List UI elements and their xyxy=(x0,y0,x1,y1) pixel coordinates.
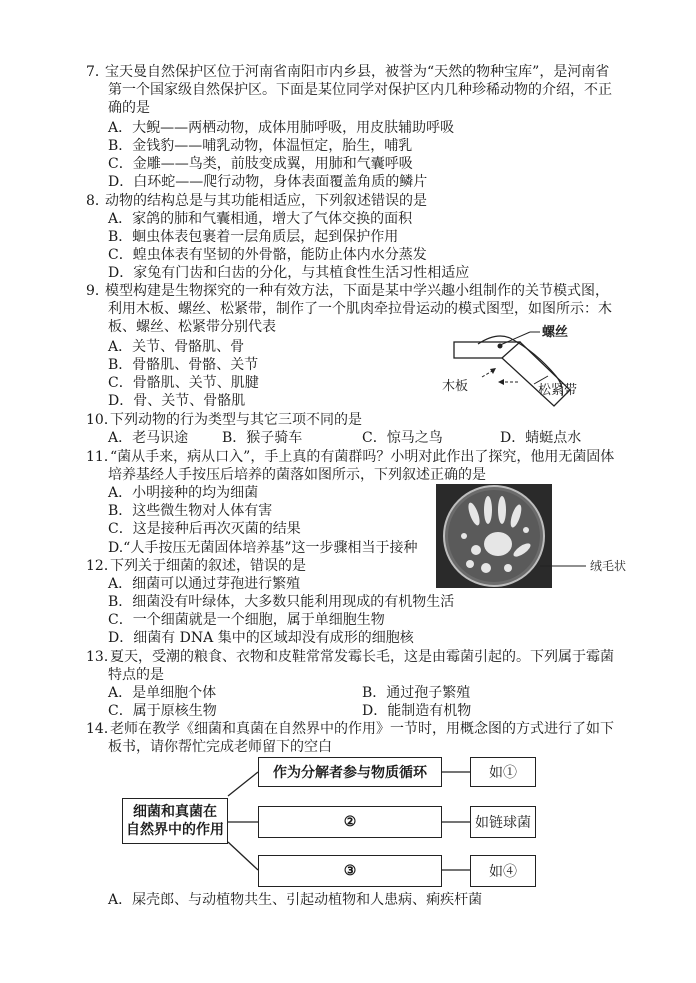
colony xyxy=(471,545,481,555)
role-decomposer-box: 作为分解者参与物质循环 xyxy=(258,757,442,787)
q14-stem-line1: 老师在教学《细菌和真菌在自然界中的作用》一节时，用概念图的方式进行了如下 xyxy=(110,721,614,737)
q12-option-d: D．细菌有 DNA 集中的区域却没有成形的细胞核 xyxy=(108,630,414,646)
q9-number: 9． xyxy=(86,283,109,299)
q7-stem-line2: 第一个国家级自然保护区。下面是某位同学对保护区内几种珍稀动物的介绍，不正 xyxy=(108,82,612,98)
q11-option-d: D.“人手按压无菌固体培养基”这一步骤相当于接种 xyxy=(108,540,418,556)
q11-option-a: A．小明接种的均为细菌 xyxy=(108,485,259,501)
q8-option-d: D．家兔有门齿和臼齿的分化，与其植食性生活习性相适应 xyxy=(108,265,470,281)
q13-option-b: B．通过孢子繁殖 xyxy=(362,685,471,701)
fuzzy-label: 绒毛状 xyxy=(590,559,627,573)
q10-option-b: B．猴子骑车 xyxy=(222,430,303,446)
q13-option-a: A．是单细胞个体 xyxy=(108,685,217,701)
petri-dish-photo xyxy=(436,484,640,590)
arrow-head xyxy=(498,379,504,385)
colony xyxy=(461,533,467,539)
q8-option-b: B．蛔虫体表包裹着一层角质层，起到保护作用 xyxy=(108,229,399,245)
screw-dot xyxy=(498,344,503,349)
q8-stem-line1: 动物的结构总是与其功能相适应，下列叙述错误的是 xyxy=(105,193,427,209)
q7-option-c: C．金雕——鸟类，前肢变成翼，用肺和气囊呼吸 xyxy=(108,156,413,172)
q12-option-c: C．一个细菌就是一个细胞，属于单细胞生物 xyxy=(108,612,385,628)
q7-option-d: D．白环蛇——爬行动物，身体表面覆盖角质的鳞片 xyxy=(108,174,428,190)
arrow-head xyxy=(490,368,496,374)
example-1-box: 如① xyxy=(470,757,536,787)
q9-stem-line2: 利用木板、螺丝、松紧带，制作了一个肌肉牵拉骨运动的模式图型，如图所示：木 xyxy=(108,301,612,317)
concept-map-root xyxy=(122,798,228,844)
q8-option-a: A．家鸽的肺和气囊相通，增大了气体交换的面积 xyxy=(108,211,413,227)
q8-option-c: C．蝗虫体表有坚韧的外骨骼，能防止体内水分蒸发 xyxy=(108,247,427,263)
q14-number: 14． xyxy=(86,721,118,737)
band-label: 松紧带 xyxy=(538,383,578,398)
q13-stem-line1: 夏天，受潮的粮食、衣物和皮鞋常常发霉长毛，这是由霉菌引起的。下列属于霉菌 xyxy=(110,649,614,665)
q13-option-d: D．能制造有机物 xyxy=(362,703,472,719)
q14-option-a: A．屎壳郎、与动植物共生、引起动植物和人患病、痢疾杆菌 xyxy=(108,892,483,908)
q9-option-c: C．骨骼肌、关节、肌腱 xyxy=(108,375,259,391)
colony xyxy=(481,563,491,573)
colony xyxy=(523,527,529,533)
q7-option-a: A．大鲵——两栖动物，成体用肺呼吸，用皮肤辅助呼吸 xyxy=(108,120,455,136)
screw-label: 螺丝 xyxy=(542,325,569,340)
q10-number: 10． xyxy=(86,412,118,428)
q7-stem-line3: 确的是 xyxy=(108,100,150,116)
q12-number: 12． xyxy=(86,558,118,574)
board-label: 木板 xyxy=(442,379,469,394)
q7-option-b: B．金钱豹——哺乳动物，体温恒定，胎生，哺乳 xyxy=(108,138,413,154)
root-line2: 自然界中的作用 xyxy=(126,822,224,838)
q10-option-d: D．蜻蜓点水 xyxy=(500,430,582,446)
palm-colony xyxy=(484,532,512,556)
blank-2-box: ② xyxy=(258,806,442,838)
finger-colony xyxy=(484,496,492,524)
example-4-box: 如④ xyxy=(470,855,536,887)
q7-stem-line1: 宝天曼自然保护区位于河南省南阳市内乡县，被誉为“天然的物种宝库”，是河南省 xyxy=(105,64,610,80)
q11-number: 11． xyxy=(86,449,118,465)
q13-number: 13． xyxy=(86,649,118,665)
q7-number: 7． xyxy=(86,64,109,80)
q9-stem-line1: 模型构建是生物探究的一种有效方法，下面是某中学兴趣小组制作的关节模式图， xyxy=(105,283,609,299)
joint-model-figure xyxy=(438,322,616,416)
q10-stem-line1: 下列动物的行为类型与其它三项不同的是 xyxy=(110,412,362,428)
example-streptococcus-box: 如链球菌 xyxy=(470,806,536,838)
q14-stem-line2: 板书，请你帮忙完成老师留下的空白 xyxy=(108,739,332,755)
q13-option-c: C．属于原核生物 xyxy=(108,703,217,719)
colony xyxy=(504,564,512,572)
q13-stem-line2: 特点的是 xyxy=(108,667,164,683)
q12-option-a: A．细菌可以通过芽孢进行繁殖 xyxy=(108,576,301,592)
q10-option-a: A．老马识途 xyxy=(108,430,189,446)
q9-option-b: B．骨骼肌、骨骼、关节 xyxy=(108,357,259,373)
q11-stem-line1: “菌从手来，病从口入”，手上真的有菌群吗？小明对此作出了探究，他用无菌固体 xyxy=(110,449,615,465)
finger-colony xyxy=(498,496,506,524)
colony xyxy=(466,560,474,568)
q11-option-b: B．这些微生物对人体有害 xyxy=(108,503,273,519)
q12-option-b: B．细菌没有叶绿体，大多数只能利用现成的有机物生活 xyxy=(108,594,455,610)
q8-number: 8． xyxy=(86,193,109,209)
blank-3-box: ③ xyxy=(258,855,442,887)
q9-stem-line3: 板、螺丝、松紧带分别代表 xyxy=(108,319,276,335)
q10-option-c: C．惊马之鸟 xyxy=(362,430,443,446)
q11-stem-line2: 培养基经人手按压后培养的菌落如图所示，下列叙述正确的是 xyxy=(108,467,486,483)
q11-option-c: C．这是接种后再次灭菌的结果 xyxy=(108,521,301,537)
root-line1: 细菌和真菌在 xyxy=(133,804,217,820)
q12-stem-line1: 下列关于细菌的叙述，错误的是 xyxy=(110,558,306,574)
q9-option-d: D．骨、关节、骨骼肌 xyxy=(108,393,246,409)
q9-option-a: A．关节、骨骼肌、骨 xyxy=(108,339,245,355)
